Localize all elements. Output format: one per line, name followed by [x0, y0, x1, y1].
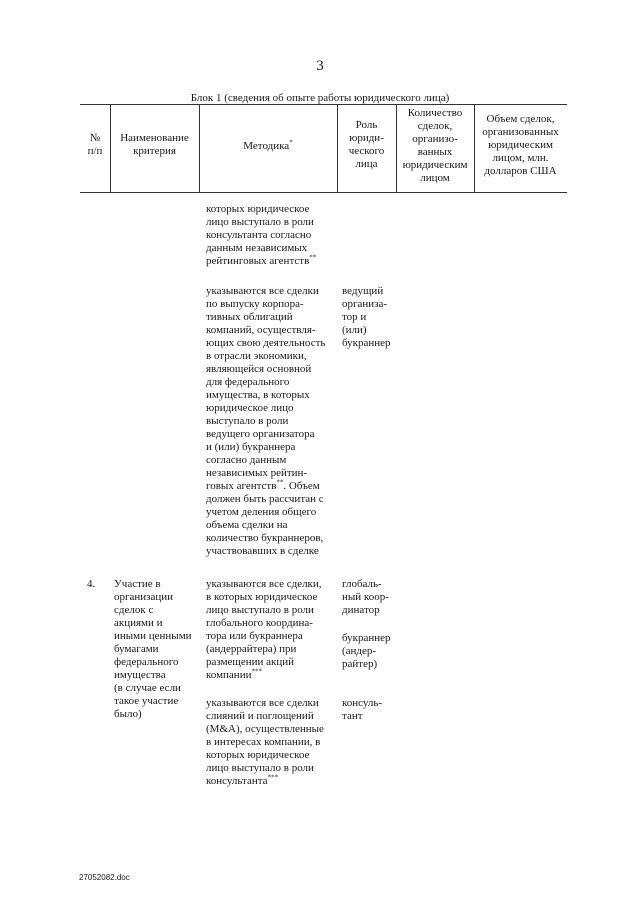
page-number: 3: [316, 58, 324, 74]
footnote-mark: **: [309, 253, 317, 262]
file-name-footer: 27052082.doc: [79, 873, 130, 882]
table-header-bottom-rule: [80, 192, 567, 193]
method-text-ma: [206, 697, 341, 788]
block-title: Блок 1 (сведения об опыте работы юридического лица): [190, 92, 450, 104]
table-top-rule: [80, 104, 567, 105]
method-text-shares: [206, 578, 341, 682]
footnote-mark: *: [289, 138, 293, 147]
header-col-number: № п/п: [87, 132, 103, 157]
method-text: указываются все сделки слияний и поглощений (M&A), осуществленные в интересах компании, в которых юридическое лицо выступало в роли консультанта: [206, 697, 324, 787]
header-col-method: [199, 140, 337, 153]
footnote-mark: **: [276, 478, 284, 487]
footnote-mark: ***: [267, 773, 279, 782]
role-lead-organizer: ведущий организа- тор и (или) букраннер: [342, 285, 391, 349]
method-text-consultant-continued: [206, 203, 341, 268]
method-text-tail: . Объем должен быть рассчитан с учетом деления общего объема сделки на количество букраннеров, участвовавших в сделке: [206, 480, 324, 557]
role-bookrunner: букраннер (андер- райтер): [342, 632, 391, 670]
criterion-name: Участие в организации сделок с акциями и иными ценными бумагами федерального имущества (в случае если такое участие было): [114, 578, 192, 720]
header-col-role: Роль юриди- ческого лица: [348, 119, 385, 170]
row-number: 4.: [87, 578, 96, 590]
method-text: указываются все сделки по выпуску корпора- тивных облигаций компаний, осуществля- ющих свою деятельность в отрасли экономики, являющейся основной для федерального имущества, в которых юридическое лицо выступало в роли ведущего организатора и (или) букраннера согласно данным независимых рейтин- говых агентств: [206, 285, 326, 492]
role-global-coordinator: глобаль- ный коор- динатор: [342, 578, 389, 616]
method-text: которых юридическое лицо выступало в роли консультанта согласно данным независимых рейтинговых агентств: [206, 203, 314, 267]
header-col-volume: Объем сделок, организованных юридическим лицом, млн. долларов США: [482, 113, 559, 177]
header-col-count: Количество сделок, организо- ванных юридическим лицом: [402, 107, 468, 184]
role-consultant: консуль- тант: [342, 697, 383, 722]
method-text: указываются все сделки, в которых юридическое лицо выступало в роли глобального координа- тора или букраннера (андеррайтера) при размещении акций компании: [206, 578, 322, 681]
header-col-name: Наименование критерия: [120, 132, 189, 157]
method-text-bonds: [206, 285, 341, 558]
header-col-method-label: Методика: [243, 140, 290, 152]
footnote-mark: ***: [251, 667, 262, 676]
